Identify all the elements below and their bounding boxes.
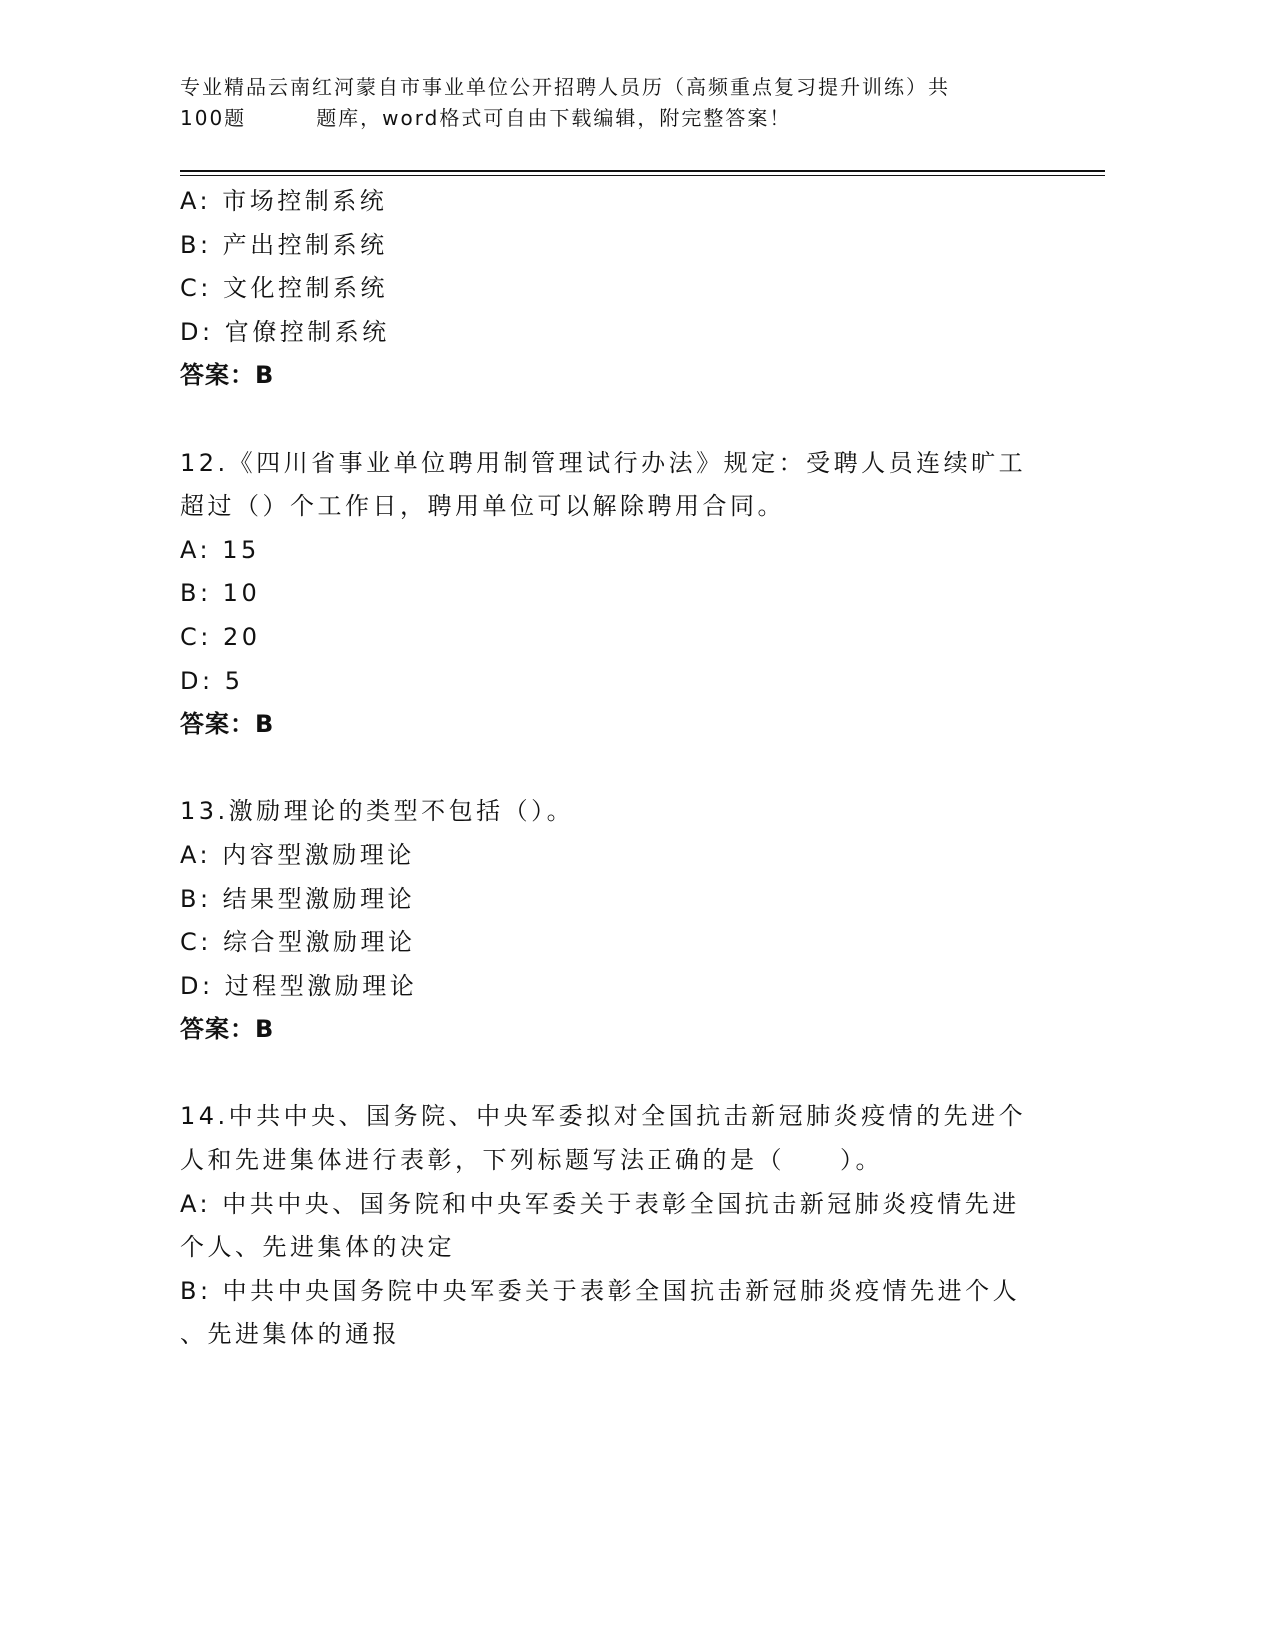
title-line-2 [180,103,1040,134]
option-a: A: 15 [180,535,260,564]
option-c: C: 20 [180,622,261,651]
question-12 [180,442,1040,747]
title-rest: 题库，word格式可自由下载编辑，附完整答案！ [316,106,792,130]
answer: 答案：B [180,361,275,390]
option-b: B: 中共中央国务院中央军委关于表彰全国抗击新冠肺炎疫情先进个人 [180,1276,1021,1305]
document-title [180,72,1040,134]
option-c: C: 文化控制系统 [180,274,388,303]
option-b: B: 结果型激励理论 [180,884,416,913]
option-b: B: 10 [180,579,261,608]
option-a: A: 中共中央、国务院和中央军委关于表彰全国抗击新冠肺炎疫情先进 [180,1189,1020,1218]
option-d: D: 过程型激励理论 [180,971,418,1000]
title-count: 100题 [180,106,247,130]
answer: 答案：B [180,710,275,739]
question-11 [180,180,1040,398]
document-body [180,180,1040,1357]
question-stem: 12.《四川省事业单位聘用制管理试行办法》规定：受聘人员连续旷工 [180,448,1027,477]
question-stem: 13.激励理论的类型不包括（）。 [180,797,575,826]
option-b: B: 产出控制系统 [180,230,388,259]
option-d: D: 官僚控制系统 [180,317,390,346]
question-stem-cont: 人和先进集体进行表彰，下列标题写法正确的是（ ）。 [180,1146,883,1175]
question-stem-cont: 超过（）个工作日，聘用单位可以解除聘用合同。 [180,492,785,521]
option-a: A: 市场控制系统 [180,187,388,215]
question-stem: 14.中共中央、国务院、中央军委拟对全国抗击新冠肺炎疫情的先进个 [180,1102,1027,1131]
option-b-cont: 、先进集体的通报 [180,1320,400,1349]
question-14 [180,1095,1040,1357]
header-rule-thick [180,170,1105,172]
answer: 答案：B [180,1015,275,1044]
option-c: C: 综合型激励理论 [180,928,416,957]
header-rule-thin [180,175,1105,176]
option-a: A: 内容型激励理论 [180,840,415,869]
title-line-1: 专业精品云南红河蒙自市事业单位公开招聘人员历（高频重点复习提升训练）共 [180,75,950,99]
question-13 [180,790,1040,1052]
option-d: D: 5 [180,666,244,695]
option-a-cont: 个人、先进集体的决定 [180,1233,455,1262]
